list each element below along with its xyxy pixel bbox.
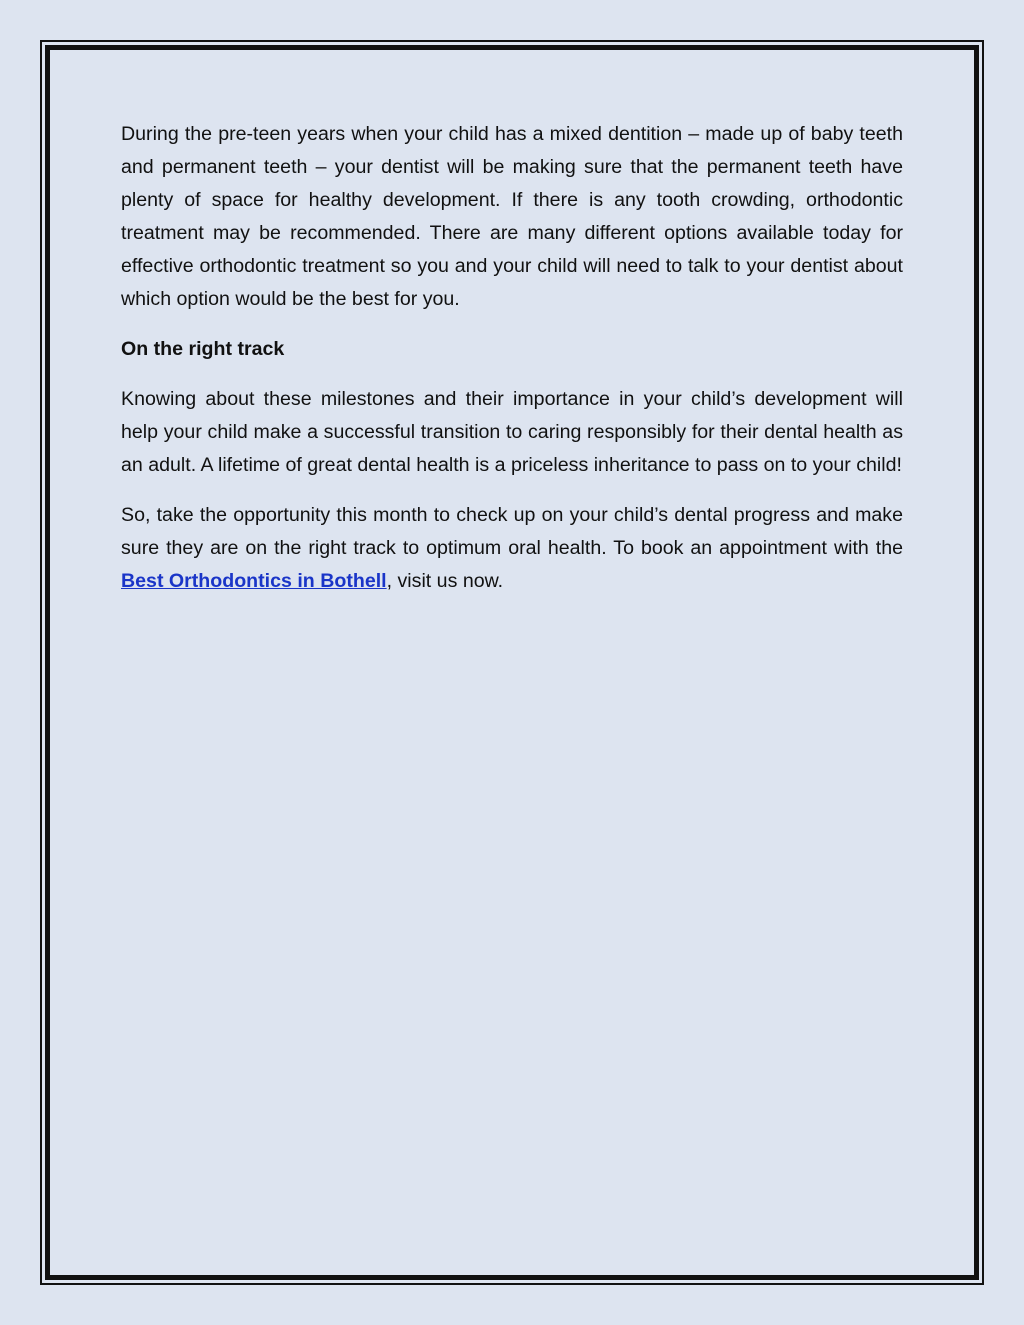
paragraph-milestones: Knowing about these milestones and their importance in your child’s development will help your child make a successful transition to caring responsibly for their dental health as an adult. A lifetime of great dental health is a priceless inheritance to pass on to your child! bbox=[121, 388, 903, 476]
paragraph-mixed-dentition: During the pre-teen years when your child has a mixed dentition – made up of baby teeth and permanent teeth – your dentist will be making sure that the permanent teeth have plenty of space for healthy development. If there is any tooth crowding, orthodontic treatment may be recommended. There are many different options available today for effective orthodontic treatment so you and your child will need to talk to your dentist about which option would be the best for you. bbox=[121, 123, 903, 310]
best-orthodontics-link[interactable]: Best Orthodontics in Bothell bbox=[121, 570, 387, 592]
document-body bbox=[121, 118, 903, 615]
paragraph-appointment bbox=[121, 499, 903, 598]
section-heading-right-track: On the right track bbox=[121, 338, 285, 360]
appointment-text-after-link: , visit us now. bbox=[386, 570, 504, 592]
appointment-text-before-link: So, take the opportunity this month to check up on your child’s dental progress and make sure they are on the right track to optimum oral health. To book an appointment with the bbox=[121, 504, 903, 559]
